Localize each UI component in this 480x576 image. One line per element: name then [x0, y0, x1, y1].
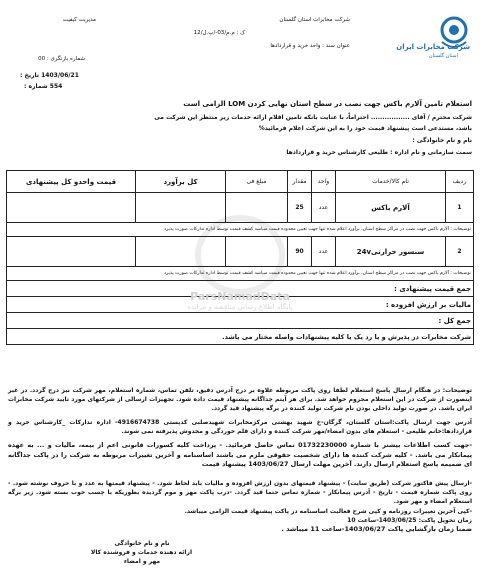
- unit-title: عنوان سند : واحد خرید و قراردادها: [270, 43, 350, 49]
- intro-line-1: شرکت محترم / آقای ................. احتراماً، با عنایت بانکه تامین اقلام ارائه خدمات زیر منتظر این شرکت می: [154, 114, 472, 121]
- doc-number: ک : م.م/03-/پ.ل/12: [193, 30, 245, 36]
- table-note-row: [7, 267, 474, 281]
- header-description: نام کالا/خدمات: [336, 171, 446, 193]
- sum-label: جمع قیمت پیشنهادی :: [7, 281, 474, 297]
- watermark-subtext: پایگاه اطلاع رسانی مناقصه و مزایده: [187, 303, 293, 311]
- signature-name-label: نام و نام خانوادگی: [114, 540, 170, 547]
- item-offer: [7, 237, 136, 267]
- row-number: 2: [446, 237, 474, 267]
- table-header-row: [7, 171, 474, 193]
- watermark-text: ParsNamadData: [190, 290, 290, 303]
- notes-paragraph-1: [8, 386, 472, 413]
- company-note-row: [7, 329, 474, 345]
- delivery-time: زمان تحویل پاکت: 1403/06/25-ساعت 10: [347, 517, 472, 524]
- company-name: شرکت مخابرات ایران: [396, 43, 470, 51]
- items-table: [6, 170, 474, 345]
- total-label: جمع کل :: [7, 313, 474, 329]
- item-total: [136, 237, 226, 267]
- table-row: [7, 193, 474, 223]
- signature-stamp-label: مهر و امضاء: [123, 558, 161, 565]
- date-row: [20, 72, 79, 80]
- item-unit: عدد: [312, 193, 336, 223]
- item-note: توضیحات : آلارم باکس جهت نصب در مراکز سطح استان، برآورد اعلام شده تنها جهت تعیین محدوده قیمت میباشد کشف قیمت توسط اداره تدارکات صورت پذیرد: [7, 223, 474, 237]
- item-unit: عدد: [312, 237, 336, 267]
- header-unit: واحد: [312, 171, 336, 193]
- table-note-row: [7, 223, 474, 237]
- notes-text-2: آدرس جهت ارسال پاکت:استان گلستان، گرگان-خ شهید بهشتی مرکزمخابرات شهیدصلبی کدپستی 4916674738- اداره تدارکات _کارشناس خرید و قراردادها:خانم طلیعی - استعلام های بدون امضاء/مهر شرکت کننده و دارای قلم خوردگی و مخدوش پذیرفته نمی شوند.: [8, 419, 472, 435]
- item-unit-price: [226, 193, 288, 223]
- company-logo: [396, 12, 472, 64]
- item-name: سنسور حرارتی24v: [336, 237, 446, 267]
- notes-paragraph-2: [8, 418, 472, 436]
- intro-line-2: باشد، مستدعی است پیشنهاد قیمت خود را به این شرکت اعلام فرمائید%: [258, 125, 472, 132]
- notes-paragraph-5: -کپی آخرین تغییرات روزنامه و کپی شرح فعالیت اساسنامه در پاکت پیشنهاد قیمت الزامی میباشد.: [184, 508, 472, 515]
- number-row: [24, 83, 62, 91]
- notes-paragraph-4: [8, 479, 472, 506]
- quality-label: مدیریت کیفیت: [62, 17, 96, 23]
- revision-number: شماره بازنگری : 00: [38, 56, 85, 62]
- inquiry-title: استعلام تامین آلارم باکس جهت نصب در سطح استان نهایی کردن LOM الزامی است: [183, 100, 472, 108]
- company-sub: استان گلستان: [428, 53, 458, 59]
- notes-text-4: -ارسال پیش فاکتور شرکت (طریق سایت) - پیشنهاد قیمتهای بدون ارزش افزوده و مالیات باید لحاظ شود. - پیشنهاد قیمتها به عدد و با حروف نوشته شود. - روی پاکت شماره قیمت - تاریخ - آدرس پیمانکار - شماره تماس حتما قید گردد. -درب پاکت مهر و موم گردیده بطوریکه با چسب خوب بسته شود. زیر برگه استعلام امضاء و مهر شود.: [8, 480, 472, 505]
- number-label: شماره :: [24, 83, 48, 90]
- opening-time: ضمنا زمان بازگشایی پاکت 1403/06/27-ساعت 11 میباشد .: [281, 525, 472, 533]
- company-note: شرکت مخابرات در پذیرش و یا رد یک یا کلیه پیشنهادات واصله مختار می باشد.: [7, 329, 474, 345]
- item-quantity: 90: [288, 237, 312, 267]
- signature-role-label: ارائه دهنده خدمات و فروشنده کالا: [90, 549, 192, 556]
- header-row-number: ردیف: [446, 171, 474, 193]
- item-total: [136, 193, 226, 223]
- header-total: کل برآورد: [136, 171, 226, 193]
- item-name: آلارم باکس: [336, 193, 446, 223]
- number-value: 554: [49, 83, 63, 90]
- header-unit-price: مبلغ فی: [226, 171, 288, 193]
- date-value: 1403/06/21: [41, 72, 79, 79]
- intro-line-4: سمت سازمانی و نام اداره : طلیعی کارشناس خرید و قراردادها: [286, 149, 472, 156]
- item-offer: [7, 193, 136, 223]
- notes-text-3: -جهت کسب اطلاعات بیشتر با شماره 01732230000 تماس حاصل فرمائید. - پرداخت کلیه کسورات قانونی اعم از بیمه، مالیات و ... به عهده پیمانکار می باشد. - کلیه شرکت کننده ها دارای شخصیت حقوقی ملزم می باشند اساسنامه و آخرین تغییرات مربوطه به شرکت را در پاکت جداگانه ای ضمیمه پاسخ استعلام ارسال دارند. آخرین مهلت ارسال 1403/06/27 پیشنهاد قیمت: [8, 441, 472, 468]
- org-name: شرکت مخابرات استان گلستان: [279, 17, 350, 23]
- notes-paragraph-3: [8, 441, 472, 470]
- item-unit-price: [226, 237, 288, 267]
- total-row: [7, 313, 474, 329]
- item-quantity: 25: [288, 193, 312, 223]
- date-label: تاریخ :: [20, 72, 40, 79]
- header-offer: قیمت واحدو کل پیشنهادی: [7, 171, 136, 193]
- row-number: 1: [446, 193, 474, 223]
- header-quantity: مقدار: [288, 171, 312, 193]
- intro-line-3: نام و نام خانوادگی :: [412, 137, 472, 144]
- item-note: توضیحات : آلارم باکس جهت نصب در مراکز سطح استان، برآورد اعلام شده تنها جهت تعیین محدوده قیمت میباشد کشف قیمت توسط اداره تدارکات صورت پذیرد: [7, 267, 474, 281]
- notes-text-1: توضیحات: در هنگام ارسال پاسخ استعلام لطفا روی پاکت مربوطه علاوه بر درج آدرس دقیق، تلفن تماس، شماره استعلام، مهر شرکت نیز درج گردد. در غیر اینصورت از شرکت در این استعلام محروم خواهد شد. برای هر آیتم جداگانه پیشنهاد قیمت داده شود. تجهیزات ارسالی از شرکتهای مورد تایید شرکت مخابرات ایران باشد. در صورت تولید داخلی بودن نام شرکت تولید کننده در برگه پیشنهاد قید گردد.: [8, 387, 472, 412]
- table-row: [7, 237, 474, 267]
- vat-label: مالیات بر ارزش افزوده :: [7, 297, 474, 313]
